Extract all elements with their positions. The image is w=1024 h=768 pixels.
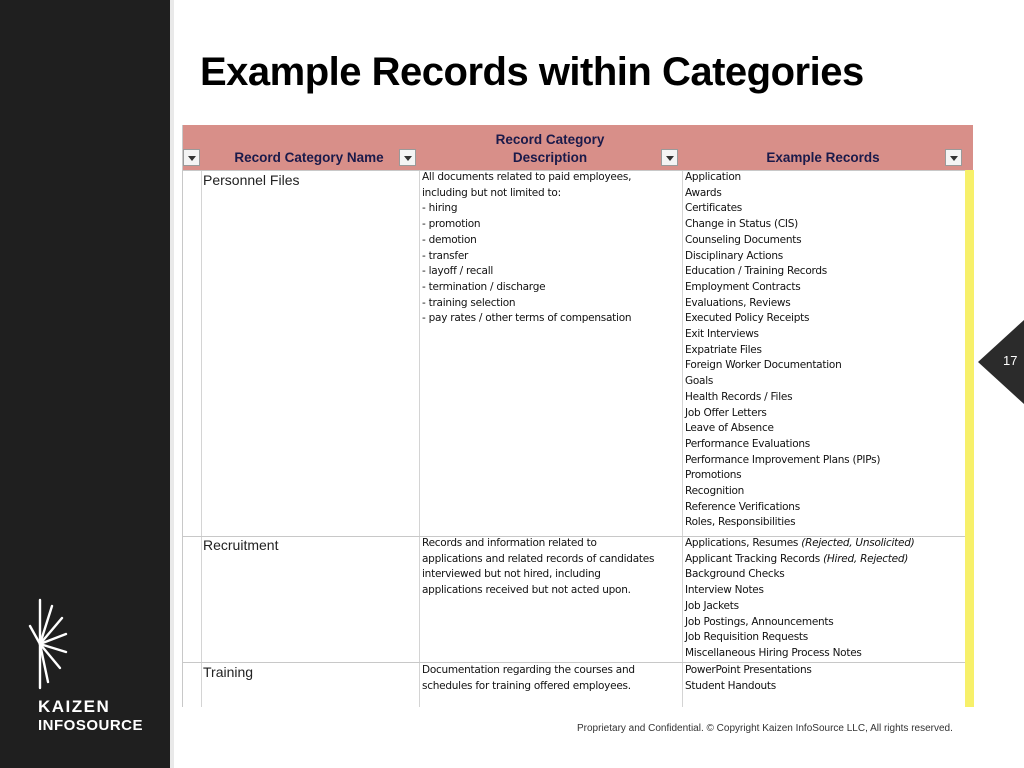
example-note: (Rejected, Unsolicited): [801, 537, 915, 549]
slide-title: Example Records within Categories: [200, 50, 864, 94]
example-note: (Hired, Rejected): [823, 552, 909, 565]
description-line: All documents related to paid employees,: [422, 171, 632, 183]
example-record: Reference Verifications: [685, 500, 800, 513]
column-divider: [201, 170, 202, 707]
description-training: [422, 663, 635, 694]
example-record: Change in Status (CIS): [685, 218, 799, 231]
description-personnel-files: [422, 170, 631, 327]
column-divider: [419, 170, 420, 707]
example-record: Performance Improvement Plans (PIPs): [685, 453, 881, 466]
example-record: Job Offer Letters: [685, 406, 767, 419]
example-record: Applicant Tracking Records (Hired, Rejected): [685, 552, 909, 565]
examples-personnel-files: [685, 170, 880, 531]
example-record: Miscellaneous Hiring Process Notes: [685, 646, 862, 659]
description-line: including but not limited to:: [422, 186, 561, 199]
example-record: Exit Interviews: [685, 328, 759, 341]
example-record: Employment Contracts: [685, 280, 801, 293]
filter-dropdown-row-header[interactable]: [183, 149, 200, 166]
examples-training: [685, 663, 812, 694]
description-recruitment: [422, 536, 654, 599]
column-divider: [682, 170, 683, 707]
example-record: Application: [685, 171, 741, 183]
kaizen-burst-logo-icon: [22, 596, 72, 692]
example-record: Expatriate Files: [685, 343, 762, 356]
examples-recruitment: [685, 536, 915, 662]
example-record: Foreign Worker Documentation: [685, 359, 842, 372]
example-record: Performance Evaluations: [685, 437, 810, 450]
logo-line-2: INFOSOURCE: [38, 717, 144, 734]
example-record: Education / Training Records: [685, 265, 828, 278]
description-line: - transfer: [422, 249, 469, 262]
filter-dropdown-name[interactable]: [399, 149, 416, 166]
example-record: Goals: [685, 375, 714, 388]
header-record-category-name: Record Category Name: [234, 150, 384, 165]
example-record: Interview Notes: [685, 584, 764, 597]
example-record: Executed Policy Receipts: [685, 312, 810, 325]
example-record: Evaluations, Reviews: [685, 296, 791, 309]
description-line: - layoff / recall: [422, 265, 494, 278]
description-line: Records and information related to: [422, 537, 597, 549]
example-record: Applications, Resumes (Rejected, Unsolicited): [685, 537, 915, 549]
description-line: - hiring: [422, 202, 458, 215]
copyright-footer: Proprietary and Confidential. © Copyright Kaizen InfoSource LLC, All rights reserved.: [577, 723, 953, 734]
category-name-training: Training: [203, 664, 254, 680]
example-record: Student Handouts: [685, 679, 776, 692]
example-record: Awards: [685, 186, 722, 199]
example-record: Counseling Documents: [685, 233, 802, 246]
highlighted-column: [965, 170, 974, 707]
kaizen-logo: [38, 697, 143, 735]
filter-dropdown-examples[interactable]: [945, 149, 962, 166]
example-record: Job Jackets: [685, 599, 739, 612]
filter-dropdown-description[interactable]: [661, 149, 678, 166]
category-name-recruitment: Recruitment: [203, 537, 279, 553]
header-example-records: Example Records: [766, 150, 880, 165]
record-categories-table: [182, 125, 974, 707]
example-record: Recognition: [685, 485, 745, 498]
description-line: - training selection: [422, 296, 516, 309]
header-record-category-description: Record Category Description: [495, 132, 605, 165]
logo-line-1: KAIZEN: [38, 697, 111, 716]
description-line: - pay rates / other terms of compensation: [422, 312, 632, 325]
description-line: interviewed but not hired, including: [422, 568, 601, 581]
example-record: Promotions: [685, 469, 742, 482]
example-record: Job Requisition Requests: [685, 631, 809, 644]
description-line: applications and related records of candidates: [422, 552, 655, 565]
example-record: Certificates: [685, 202, 743, 215]
description-line: - termination / discharge: [422, 280, 546, 293]
description-line: - promotion: [422, 218, 481, 231]
example-record: Leave of Absence: [685, 422, 774, 435]
description-line: Documentation regarding the courses and: [422, 664, 635, 676]
example-record: Health Records / Files: [685, 390, 793, 403]
example-record: Job Postings, Announcements: [685, 615, 834, 628]
category-name-personnel-files: Personnel Files: [203, 172, 300, 188]
example-record: Disciplinary Actions: [685, 249, 783, 262]
example-record: Background Checks: [685, 568, 785, 581]
description-line: schedules for training offered employees.: [422, 679, 631, 692]
example-record: PowerPoint Presentations: [685, 664, 812, 676]
page-number: 17: [1003, 353, 1018, 368]
example-record: Roles, Responsibilities: [685, 516, 796, 529]
sidebar-divider: [170, 0, 174, 768]
description-line: applications received but not acted upon.: [422, 584, 631, 597]
description-line: - demotion: [422, 233, 477, 246]
